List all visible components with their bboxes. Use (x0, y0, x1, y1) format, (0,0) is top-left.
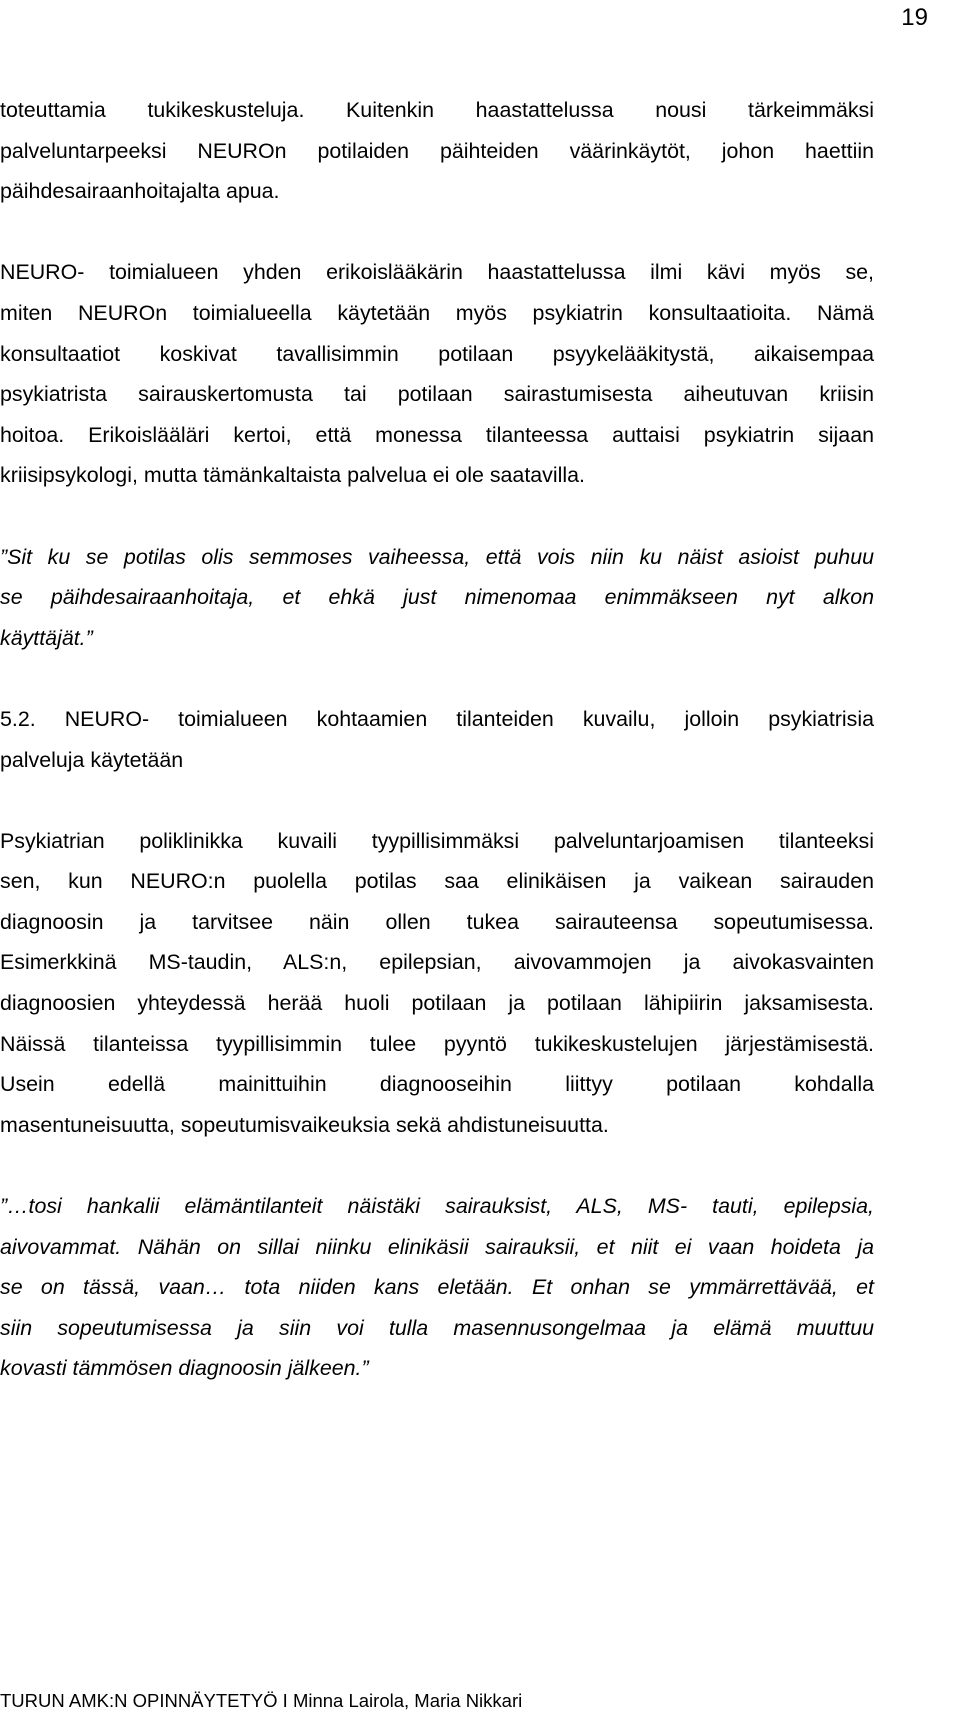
text-line: ”Sit ku se potilas olis semmoses vaiheessa, että vois niin ku näist asioist puhuu (0, 544, 874, 569)
interview-quote-2 (0, 1186, 874, 1389)
text-line: konsultaatiot koskivat tavallisimmin potilaan psyykelääkitystä, aikaisempaa (0, 341, 874, 366)
interview-quote-1 (0, 537, 874, 659)
text-line: psykiatrista sairauskertomusta tai potilaan sairastumisesta aiheutuvan kriisin (0, 382, 874, 407)
text-line: Usein edellä mainittuihin diagnooseihin liittyy potilaan kohdalla (0, 1072, 874, 1097)
text-line: aivovammat. Nähän on sillai niinku elinikäsii sairauksii, et niit ei vaan hoideta ja (0, 1234, 874, 1259)
text-line: Psykiatrian poliklinikka kuvaili tyypillisimmäksi palveluntarjoamisen tilanteeksi (0, 828, 874, 853)
text-line: sen, kun NEURO:n puolella potilas saa elinikäisen ja vaikean sairauden (0, 869, 874, 894)
text-line: Näissä tilanteissa tyypillisimmin tulee pyyntö tukikeskustelujen järjestämisestä. (0, 1031, 874, 1056)
text-line: siin sopeutumisessa ja siin voi tulla masennusongelmaa ja elämä muuttuu (0, 1315, 874, 1340)
text-line: ”…tosi hankalii elämäntilanteit näistäki sairauksist, ALS, MS- tauti, epilepsia, (0, 1194, 874, 1219)
text-line: se päihdesairaanhoitaja, et ehkä just nimenomaa enimmäkseen nyt alkon (0, 585, 874, 610)
text-line: toteuttamia tukikeskusteluja. Kuitenkin haastattelussa nousi tärkeimmäksi (0, 98, 874, 122)
text-line: kriisipsykologi, mutta tämänkaltaista palvelua ei ole saatavilla. (0, 463, 585, 488)
text-line: se on tässä, vaan… tota niiden kans eletään. Et onhan se ymmärrettävää, et (0, 1275, 874, 1300)
text-line: Esimerkkinä MS-taudin, ALS:n, epilepsian, aivovammojen ja aivokasvainten (0, 950, 874, 975)
text-line: hoitoa. Erikoislääläri kertoi, että monessa tilanteessa auttaisi psykiatrin sijaan (0, 422, 874, 447)
text-line: masentuneisuutta, sopeutumisvaikeuksia sekä ahdistuneisuutta. (0, 1112, 609, 1137)
text-line: diagnoosien yhteydessä herää huoli potilaan ja potilaan lähipiirin jaksamisesta. (0, 991, 874, 1016)
page-footer: TURUN AMK:N OPINNÄYTETYÖ I Minna Lairola, Maria Nikkari (0, 1690, 523, 1711)
text-line: miten NEUROn toimialueella käytetään myös psykiatrin konsultaatioita. Nämä (0, 300, 874, 325)
body-text (0, 90, 874, 1389)
text-line: käyttäjät.” (0, 625, 93, 650)
text-line: NEURO- toimialueen yhden erikoislääkärin haastattelussa ilmi kävi myös se, (0, 260, 874, 285)
text-line: päihdesairaanhoitajalta apua. (0, 179, 280, 204)
paragraph-clinic (0, 821, 874, 1146)
text-line: 5.2. NEURO- toimialueen kohtaamien tilanteiden kuvailu, jolloin psykiatrisia (0, 706, 874, 731)
paragraph-intro (0, 90, 874, 212)
text-line: palveluja käytetään (0, 747, 184, 772)
page-number: 19 (901, 4, 928, 31)
text-line: diagnoosin ja tarvitsee näin ollen tukea sairauteensa sopeutumisessa. (0, 909, 874, 934)
section-heading (0, 699, 874, 780)
text-line: kovasti tämmösen diagnoosin jälkeen.” (0, 1356, 369, 1381)
paragraph-consultations (0, 252, 874, 496)
text-line: palveluntarpeeksi NEUROn potilaiden päihteiden väärinkäytöt, johon haettiin (0, 138, 874, 163)
